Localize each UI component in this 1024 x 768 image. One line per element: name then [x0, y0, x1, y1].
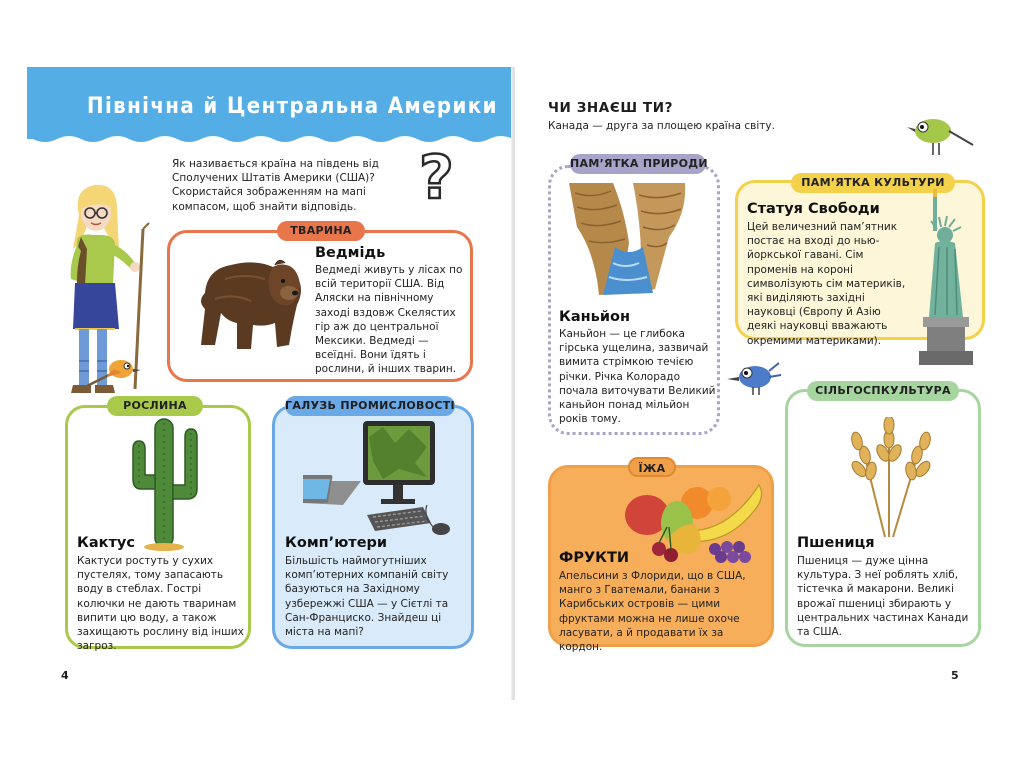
industry-text: Більшість наймогутніших комп’ютерних компаній світу базуються на Західному узбережжі США — у Сієтлі та Сан-Франциско. Знайдеш ці міста на мапі? — [285, 555, 449, 639]
animal-heading: Ведмідь — [315, 245, 386, 261]
food-heading: ФРУКТИ — [559, 550, 630, 566]
book-spread — [27, 67, 997, 700]
culture-text: Цей величезний пам’ятник постає на вході до нью-йоркської гавані. Сім променів на короні символізують сім материків, які виділяють західні науковці (Європу й Азію деякі науковці вважають окремими материками). — [747, 221, 906, 347]
orange-bird-illustration — [73, 355, 143, 399]
animal-text: Ведмеді живуть у лісах по всій території США. Від Аляски на північному заході вздовж Скелястих гір аж до центральної Мексики. Ведмеді — всеїдні. Вони їдять і рослини, й інших тварин. — [315, 264, 463, 376]
food-text: Апельсини з Флориди, що в США, манго з Гватемали, банани з Карибських островів — цими фруктами можна не лише охоче ласувати, а й продавати їх за кордон. — [559, 570, 746, 654]
statue-of-liberty-illustration — [909, 187, 985, 367]
question-mark-icon: ? — [419, 143, 454, 213]
fruits-illustration — [619, 471, 769, 567]
agriculture-tag: СІЛЬГОСПКУЛЬТУРА — [807, 381, 959, 401]
page-number-right: 5 — [951, 669, 959, 682]
did-you-know-heading: ЧИ ЗНАЄШ ТИ? — [548, 100, 674, 116]
cactus-illustration — [127, 415, 203, 553]
industry-heading: Комп’ютери — [285, 535, 388, 551]
wheat-illustration — [835, 417, 943, 541]
blue-bird-illustration — [725, 357, 781, 397]
bear-illustration — [185, 249, 311, 359]
nature-heading: Каньйон — [559, 309, 630, 325]
plant-heading: Кактус — [77, 535, 135, 551]
plant-text: Кактуси ростуть у сухих пустелях, тому запасають воду в стеблах. Гострі колючки не дають тваринам випити цю воду, а також захищають рослину від інших загроз. — [77, 555, 244, 653]
culture-heading: Статуя Свободи — [747, 201, 880, 217]
computer-illustration — [303, 417, 453, 541]
nature-text: Каньйон — це глибока гірська ущелина, зазвичай вимита стрімкою течією річки. Річка Колорадо почала виточувати Великий каньйон понад мільйон років тому. — [559, 328, 716, 426]
industry-tag: ГАЛУЗЬ ПРОМИСЛОВОСТІ — [285, 396, 455, 416]
animal-tag: ТВАРИНА — [277, 221, 365, 241]
green-bird-illustration — [907, 111, 977, 157]
culture-tag: ПАМ’ЯТКА КУЛЬТУРИ — [791, 173, 955, 193]
agriculture-heading: Пшениця — [797, 535, 875, 551]
left-page — [27, 67, 513, 700]
canyon-illustration — [569, 183, 687, 297]
page-number-left: 4 — [61, 669, 69, 682]
plant-tag: РОСЛИНА — [107, 396, 203, 416]
did-you-know-text: Канада — друга за площею країна світу. — [548, 120, 775, 132]
nature-tag: ПАМ’ЯТКА ПРИРОДИ — [570, 154, 706, 174]
intro-question: Як називається країна на південь від Сполучених Штатів Америки (США)? Скористайся зображенням на мапі компасом, щоб знайти відповідь. — [172, 158, 379, 213]
food-tag: ЇЖА — [628, 457, 676, 477]
page-title: Північна й Центральна Америки — [87, 94, 498, 119]
agriculture-text: Пшениця — дуже цінна культура. З неї роблять хліб, тістечка й макарони. Великі врожаї пшениці збирають у центральних частинах Канади та США. — [797, 555, 969, 639]
right-page — [515, 67, 997, 700]
